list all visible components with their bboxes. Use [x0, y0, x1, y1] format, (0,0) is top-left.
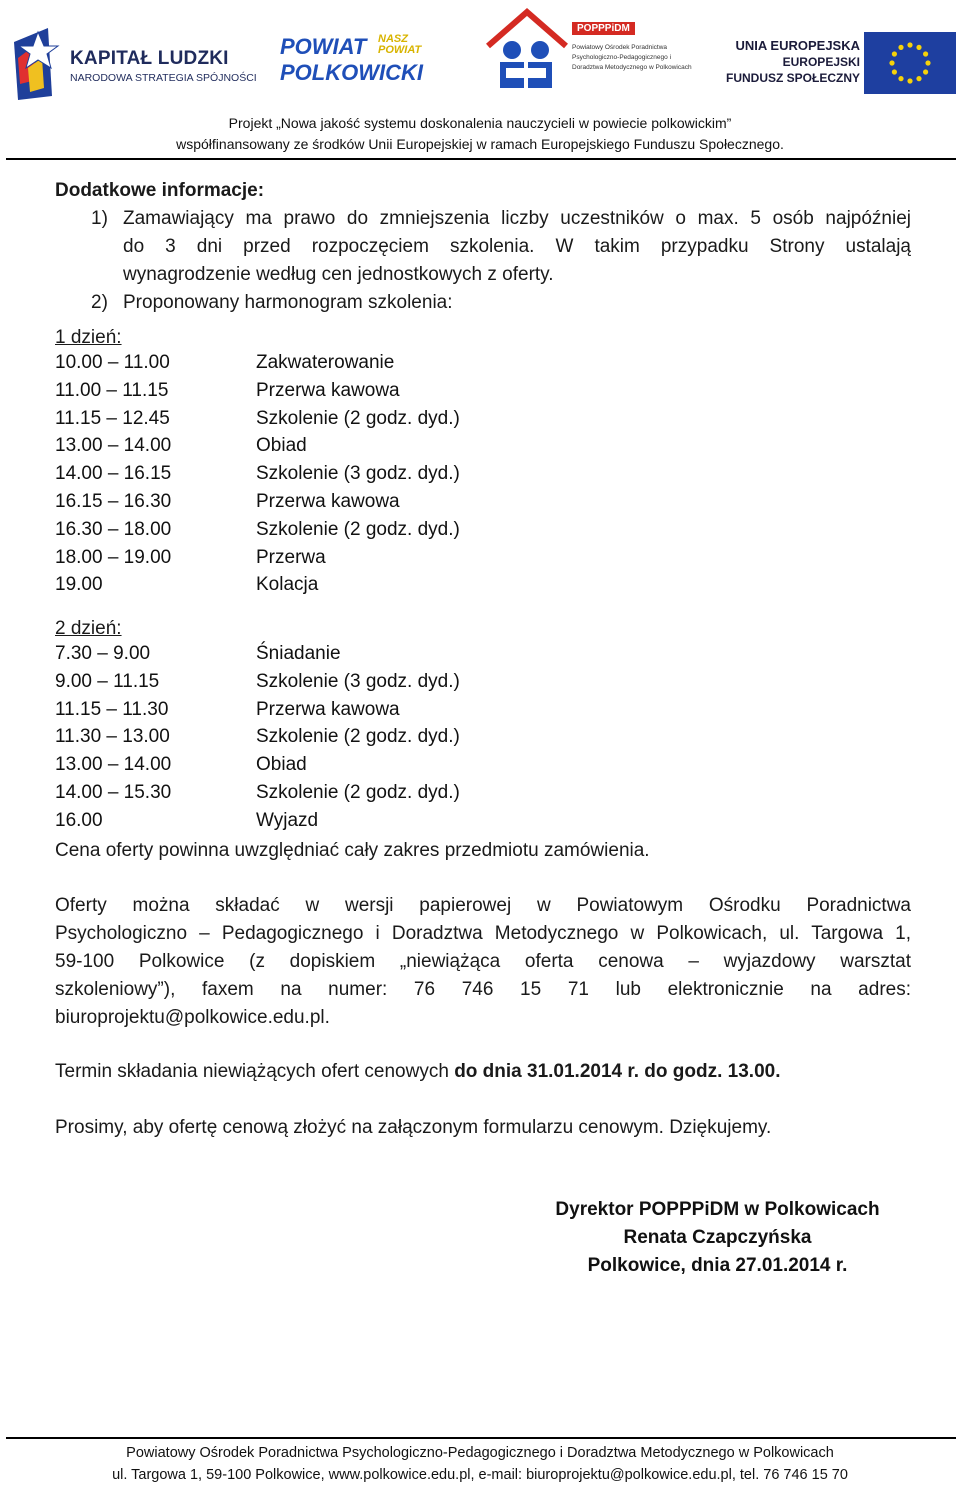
schedule-day1-row-time: 13.00 – 14.00	[55, 435, 172, 457]
schedule-day1-row-time: 11.15 – 12.45	[55, 407, 170, 429]
info-item2-number: 2)	[91, 292, 108, 313]
schedule-day2-row-activity: Wyjazd	[256, 809, 319, 831]
info-item1-number: 1)	[91, 208, 108, 229]
schedule-day1-row-activity: Szkolenie (2 godz. dyd.)	[256, 518, 460, 540]
schedule-day1-row-activity: Przerwa kawowa	[256, 491, 400, 512]
header-divider	[6, 158, 956, 160]
schedule-day2-row-activity: Szkolenie (3 godz. dyd.)	[256, 670, 460, 692]
deadline-text: Termin składania niewiążących ofert cenowych	[55, 1061, 455, 1082]
request-text: Prosimy, aby ofertę cenową złożyć na załączonym formularzu cenowym. Dziękujemy.	[55, 1117, 772, 1138]
schedule-day1-row-activity: Szkolenie (3 godz. dyd.)	[256, 463, 460, 485]
schedule-day2-row-activity: Śniadanie	[256, 643, 341, 664]
kapital-ludzki-emblem-icon	[8, 24, 64, 104]
schedule-day1-row-time: 14.00 – 16.15	[55, 463, 172, 485]
schedule-day1-row-time: 10.00 – 11.00	[55, 352, 170, 373]
eu-line1: UNIA EUROPEJSKA	[735, 38, 860, 53]
popppidm-name: POPPPiDM	[572, 22, 635, 35]
deadline-date: do dnia 31.01.2014 r. do godz. 13.00.	[454, 1061, 781, 1082]
info-item1-line3: wynagrodzenie według cen jednostkowych z oferty.	[123, 264, 554, 285]
schedule-day2-row-activity: Przerwa kawowa	[256, 698, 400, 720]
schedule-day2-row-time: 11.30 – 13.00	[55, 726, 170, 748]
popppidm-logo	[480, 2, 690, 98]
info-item1-line1: Zamawiający ma prawo do zmniejszenia liczby uczestników o max. 5 osób najpóźniej	[123, 208, 911, 229]
eu-line2: EUROPEJSKI	[782, 55, 860, 69]
info-heading: Dodatkowe informacje:	[55, 180, 265, 201]
signature-name: Renata Czapczyńska	[623, 1227, 812, 1248]
schedule-day2-row-activity: Szkolenie (2 godz. dyd.)	[256, 726, 460, 748]
info-item1-line2: do 3 dni przed rozpoczęciem szkolenia. W takim przypadku Strony ustalają	[123, 236, 911, 257]
schedule-day1-row-time: 16.15 – 16.30	[55, 491, 172, 512]
schedule-day1-row-time: 11.00 – 11.15	[55, 379, 169, 401]
kapital-ludzki-subtitle: NARODOWA STRATEGIA SPÓJNOŚCI	[70, 72, 257, 84]
eu-flag-icon	[864, 32, 956, 94]
schedule-day1-row-activity: Szkolenie (2 godz. dyd.)	[256, 407, 460, 429]
offers-email: biuroprojektu@polkowice.edu.pl.	[55, 1007, 330, 1028]
schedule-day2-row-time: 9.00 – 11.15	[55, 670, 160, 692]
footer	[0, 1442, 960, 1486]
schedule-day1-row-time: 19.00	[55, 574, 103, 596]
footer-institution: Powiatowy Ośrodek Poradnictwa Psychologiczno-Pedagogicznego i Doradztwa Metodycznego w Polkowicach	[126, 1445, 834, 1461]
popppidm-description: Powiatowy Ośrodek Poradnictwa Psychologiczno-Pedagogicznego i Doradztwa Metodycznego w Polkowicach	[572, 44, 692, 71]
schedule-day2-row-time: 7.30 – 9.00	[55, 643, 151, 664]
deadline	[55, 1058, 780, 1086]
schedule-day2-row-activity: Obiad	[256, 754, 307, 776]
project-title: Projekt „Nowa jakość systemu doskonalenia nauczycieli w powiecie polkowickim”	[228, 115, 732, 131]
offers-line4: szkoleniowy”), faxem na numer: 76 746 15 71 lub elektronicznie na adres:	[55, 979, 911, 1000]
footer-contact: ul. Targowa 1, 59-100 Polkowice, www.polkowice.edu.pl, e-mail: biuroprojektu@polkowice.edu.pl, tel. 76 746 15 70	[112, 1467, 848, 1483]
schedule-day1-row-activity: Kolacja	[256, 574, 319, 596]
schedule-day2-row-time: 11.15 – 11.30	[55, 698, 169, 720]
header-logos	[0, 0, 960, 110]
schedule-day1-row-time: 16.30 – 18.00	[55, 518, 172, 540]
schedule-day2-row-time: 13.00 – 14.00	[55, 754, 172, 776]
schedule-day1-row-time: 18.00 – 19.00	[55, 546, 172, 568]
project-funding: współfinansowany ze środków Unii Europejskiej w ramach Europejskiego Funduszu Społecznego.	[176, 136, 784, 152]
schedule-day2-label: 2 dzień:	[55, 618, 122, 639]
schedule-day2-row-time: 16.00	[55, 809, 103, 831]
signature-date: Polkowice, dnia 27.01.2014 r.	[587, 1255, 848, 1276]
info-item2-text: Proponowany harmonogram szkolenia:	[123, 292, 453, 313]
schedule-day1-label: 1 dzień:	[55, 327, 122, 348]
powiat-slogan: NASZ POWIAT	[378, 33, 422, 56]
powiat-line2: POLKOWICKI	[280, 60, 423, 85]
powiat-polkowicki-logo	[278, 28, 438, 88]
offers-line1: Oferty można składać w wersji papierowej w Powiatowym Ośrodku Poradnictwa	[55, 895, 911, 916]
footer-divider	[6, 1437, 956, 1439]
schedule-day2-row-activity: Szkolenie (2 godz. dyd.)	[256, 782, 460, 803]
signature-title: Dyrektor POPPPiDM w Polkowicach	[555, 1199, 880, 1220]
eu-logo	[726, 32, 958, 96]
offers-line2: Psychologiczno – Pedagogicznego i Doradztwa Metodycznego w Polkowicach, ul. Targowa 1,	[55, 923, 911, 944]
schedule-day1-row-activity: Przerwa	[256, 546, 326, 568]
schedule-day2-row-time: 14.00 – 15.30	[55, 782, 172, 803]
kapital-ludzki-logo	[8, 24, 257, 104]
kapital-ludzki-title: KAPITAŁ LUDZKI	[70, 48, 229, 69]
offers-line3: 59-100 Polkowice (z dopiskiem „niewiążąca oferta cenowa – wyjazdowy warsztat	[55, 951, 911, 972]
schedule-day1-row-activity: Zakwaterowanie	[256, 352, 395, 373]
powiat-line1: POWIAT	[280, 34, 367, 59]
project-banner	[0, 113, 960, 155]
price-note: Cena oferty powinna uwzględniać cały zakres przedmiotu zamówienia.	[55, 840, 650, 861]
popppidm-emblem-icon	[482, 6, 572, 96]
schedule-day1-row-activity: Przerwa kawowa	[256, 379, 400, 401]
eu-line3: FUNDUSZ SPOŁECZNY	[725, 71, 860, 85]
schedule-day1-row-activity: Obiad	[256, 435, 307, 457]
